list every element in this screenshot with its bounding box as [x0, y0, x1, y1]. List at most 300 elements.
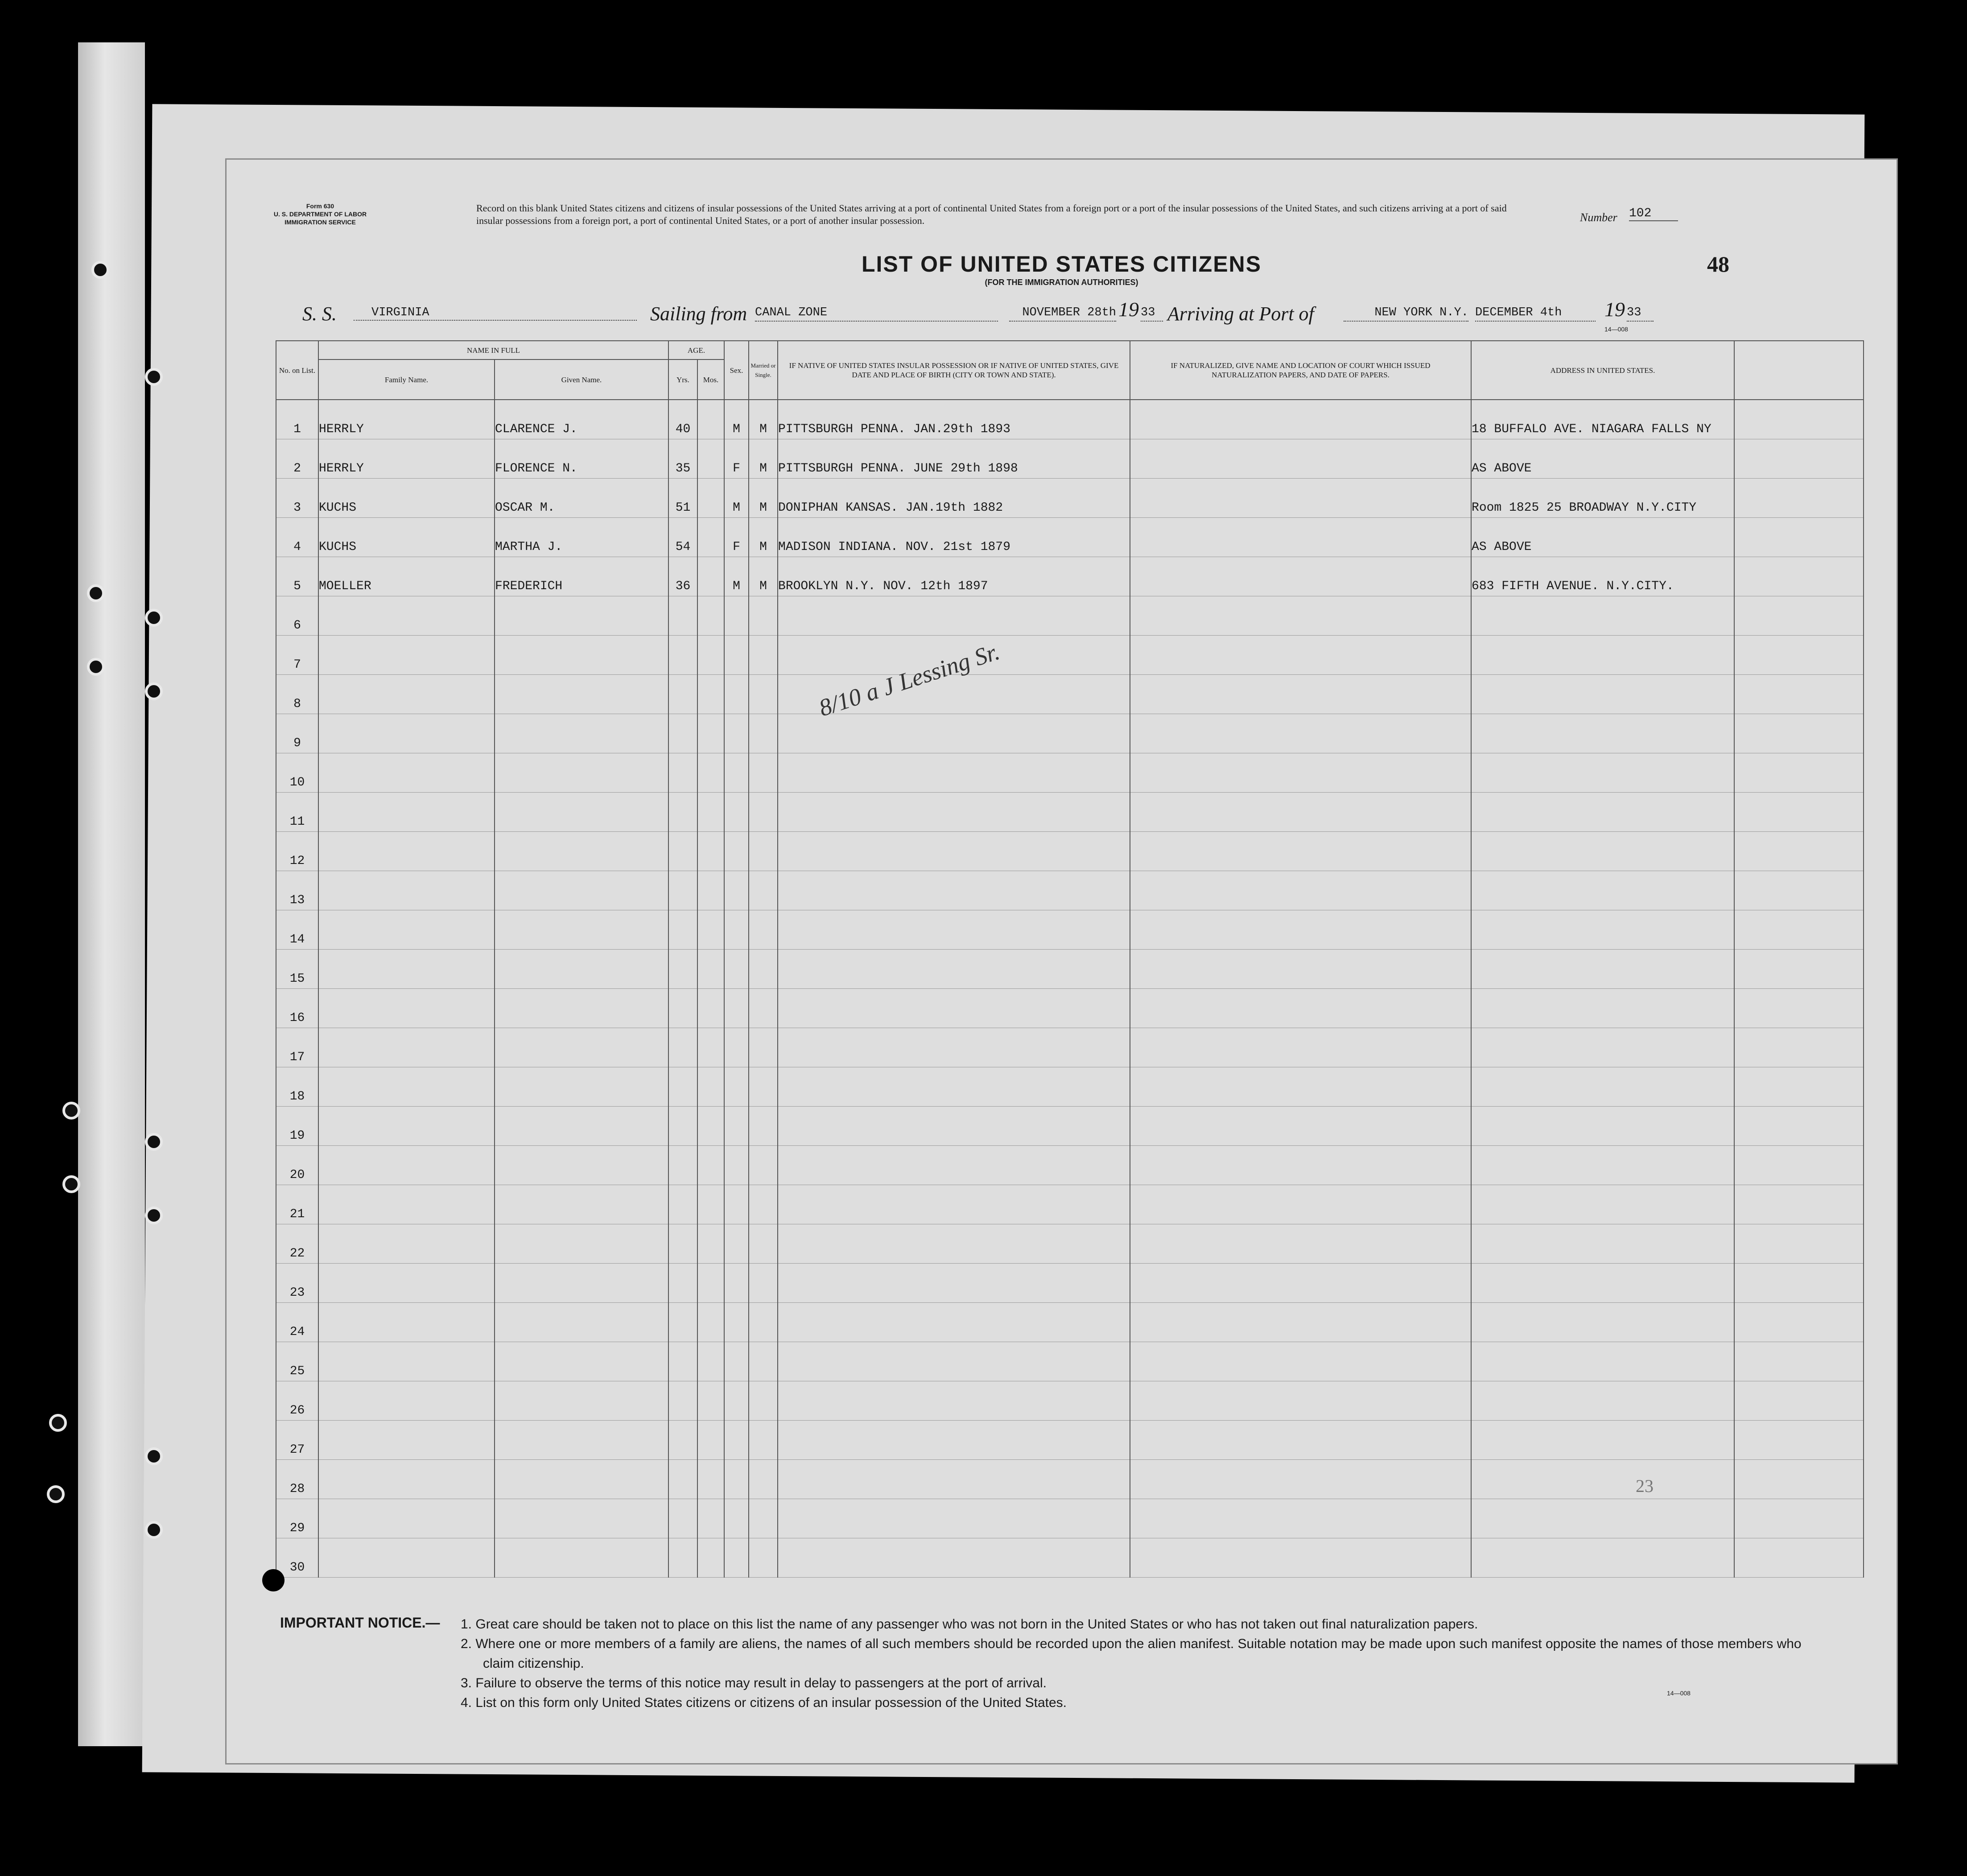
family-name-cell	[318, 1264, 495, 1303]
sex-cell	[724, 675, 749, 714]
row-number-cell: 27	[276, 1421, 318, 1460]
birth-place-date-cell	[778, 1538, 1130, 1578]
marital-status-cell	[749, 989, 778, 1028]
passenger-table	[276, 340, 1864, 1578]
given-name-cell: FLORENCE N.	[495, 439, 668, 479]
sex-cell	[724, 1303, 749, 1342]
marital-status-cell	[749, 1342, 778, 1381]
birth-place-date-cell	[778, 793, 1130, 832]
marital-status-cell	[749, 1303, 778, 1342]
age-months-cell	[697, 557, 724, 596]
given-name-cell: CLARENCE J.	[495, 400, 668, 439]
col-blank	[1734, 341, 1864, 400]
age-months-cell	[697, 596, 724, 636]
given-name-cell	[495, 1303, 668, 1342]
marital-status-cell	[749, 1185, 778, 1224]
age-months-cell	[697, 1342, 724, 1381]
age-months-cell	[697, 950, 724, 989]
naturalization-cell	[1130, 400, 1471, 439]
sex-cell	[724, 1107, 749, 1146]
blank-cell	[1734, 1342, 1864, 1381]
sex-cell	[724, 1538, 749, 1578]
family-name-cell	[318, 1499, 495, 1538]
marital-status-cell: M	[749, 518, 778, 557]
page-subtitle: (FOR THE IMMIGRATION AUTHORITIES)	[985, 278, 1138, 287]
given-name-cell	[495, 1460, 668, 1499]
age-months-cell	[697, 1264, 724, 1303]
naturalization-cell	[1130, 675, 1471, 714]
birth-place-date-cell	[778, 753, 1130, 793]
birth-place-date-cell	[778, 1421, 1130, 1460]
naturalization-cell	[1130, 518, 1471, 557]
punch-hole	[145, 682, 163, 700]
marital-status-cell	[749, 832, 778, 871]
age-months-cell	[697, 1499, 724, 1538]
number-label: Number	[1580, 211, 1617, 224]
given-name-cell	[495, 1538, 668, 1578]
age-months-cell	[697, 1460, 724, 1499]
address-cell	[1471, 832, 1734, 871]
sex-cell	[724, 1028, 749, 1067]
sailing-label: Sailing from	[650, 303, 747, 325]
given-name-cell	[495, 950, 668, 989]
age-months-cell	[697, 1146, 724, 1185]
table-row	[276, 596, 1864, 636]
age-months-cell	[697, 1107, 724, 1146]
table-row	[276, 675, 1864, 714]
age-months-cell	[697, 400, 724, 439]
family-name-cell	[318, 636, 495, 675]
manifest-page	[225, 158, 1898, 1764]
arrival-year-prefix: 19	[1604, 298, 1625, 321]
sailing-from: CANAL ZONE	[755, 305, 998, 322]
row-number-cell: 30	[276, 1538, 318, 1578]
address-cell	[1471, 636, 1734, 675]
address-cell	[1471, 1381, 1734, 1421]
sex-cell	[724, 1421, 749, 1460]
sex-cell: M	[724, 557, 749, 596]
address-cell	[1471, 910, 1734, 950]
naturalization-cell	[1130, 832, 1471, 871]
blank-cell	[1734, 1028, 1864, 1067]
table-row	[276, 1185, 1864, 1224]
marital-status-cell	[749, 1381, 778, 1421]
notice-item: 2. Where one or more members of a family are aliens, the names of all such members should be recorded upon the alien manifest. Suitable notation may be made upon such manifest opposite the names of those members who claim citizenship.	[461, 1636, 1802, 1671]
punch-hole	[87, 584, 105, 602]
blank-cell	[1734, 675, 1864, 714]
age-years-cell	[668, 636, 697, 675]
punch-hole	[145, 368, 163, 386]
sex-cell: M	[724, 479, 749, 518]
address-cell	[1471, 753, 1734, 793]
given-name-cell	[495, 714, 668, 753]
birth-place-date-cell	[778, 989, 1130, 1028]
family-name-cell: HERRLY	[318, 400, 495, 439]
blank-cell	[1734, 439, 1864, 479]
row-number-cell: 4	[276, 518, 318, 557]
sex-cell	[724, 832, 749, 871]
col-sex: Sex.	[724, 341, 749, 400]
given-name-cell	[495, 1028, 668, 1067]
given-name-cell	[495, 596, 668, 636]
service-name: IMMIGRATION SERVICE	[285, 219, 356, 226]
given-name-cell	[495, 989, 668, 1028]
birth-place-date-cell	[778, 1303, 1130, 1342]
age-years-cell	[668, 1224, 697, 1264]
blank-cell	[1734, 1381, 1864, 1421]
family-name-cell: HERRLY	[318, 439, 495, 479]
address-cell	[1471, 1303, 1734, 1342]
family-name-cell	[318, 1381, 495, 1421]
family-name-cell: MOELLER	[318, 557, 495, 596]
marital-status-cell: M	[749, 557, 778, 596]
given-name-cell	[495, 753, 668, 793]
blank-cell	[1734, 1185, 1864, 1224]
given-name-cell: OSCAR M.	[495, 479, 668, 518]
age-years-cell: 51	[668, 479, 697, 518]
naturalization-cell	[1130, 1224, 1471, 1264]
given-name-cell: MARTHA J.	[495, 518, 668, 557]
given-name-cell	[495, 1499, 668, 1538]
marital-status-cell	[749, 596, 778, 636]
birth-place-date-cell: PITTSBURGH PENNA. JUNE 29th 1898	[778, 439, 1130, 479]
age-months-cell	[697, 1303, 724, 1342]
age-months-cell	[697, 439, 724, 479]
age-years-cell	[668, 1146, 697, 1185]
naturalization-cell	[1130, 636, 1471, 675]
age-months-cell	[697, 753, 724, 793]
blank-cell	[1734, 636, 1864, 675]
age-years-cell	[668, 871, 697, 910]
birth-place-date-cell	[778, 1224, 1130, 1264]
sex-cell	[724, 1342, 749, 1381]
birth-place-date-cell	[778, 1499, 1130, 1538]
row-number-cell: 16	[276, 989, 318, 1028]
address-cell	[1471, 871, 1734, 910]
marital-status-cell	[749, 1067, 778, 1107]
blank-cell	[1734, 557, 1864, 596]
given-name-cell	[495, 871, 668, 910]
table-row	[276, 1342, 1864, 1381]
row-number-cell: 11	[276, 793, 318, 832]
family-name-cell	[318, 1224, 495, 1264]
punch-hole	[87, 658, 105, 676]
age-years-cell: 54	[668, 518, 697, 557]
marital-status-cell	[749, 1107, 778, 1146]
number-value: 102	[1629, 207, 1678, 221]
sex-cell	[724, 1381, 749, 1421]
punch-hole	[145, 1207, 163, 1224]
address-cell	[1471, 1146, 1734, 1185]
address-cell	[1471, 1342, 1734, 1381]
col-name-in-full: NAME IN FULL	[318, 341, 668, 359]
family-name-cell	[318, 910, 495, 950]
form-code-bottom: 14—008	[1667, 1690, 1691, 1697]
birth-place-date-cell: DONIPHAN KANSAS. JAN.19th 1882	[778, 479, 1130, 518]
marital-status-cell	[749, 910, 778, 950]
punch-hole	[91, 261, 109, 279]
given-name-cell	[495, 1185, 668, 1224]
family-name-cell	[318, 1107, 495, 1146]
blank-cell	[1734, 950, 1864, 989]
age-years-cell	[668, 1421, 697, 1460]
naturalization-cell	[1130, 439, 1471, 479]
naturalization-cell	[1130, 793, 1471, 832]
row-number-cell: 20	[276, 1146, 318, 1185]
naturalization-cell	[1130, 557, 1471, 596]
table-row	[276, 1499, 1864, 1538]
col-given-name: Given Name.	[495, 359, 668, 400]
age-months-cell	[697, 518, 724, 557]
notice-item: 4. List on this form only United States citizens or citizens of an insular possession of the United States.	[461, 1695, 1067, 1710]
stamp-number: 23	[1636, 1476, 1654, 1496]
sex-cell	[724, 910, 749, 950]
row-number-cell: 18	[276, 1067, 318, 1107]
given-name-cell	[495, 832, 668, 871]
age-months-cell	[697, 675, 724, 714]
age-months-cell	[697, 479, 724, 518]
family-name-cell	[318, 793, 495, 832]
row-number-cell: 23	[276, 1264, 318, 1303]
family-name-cell: KUCHS	[318, 479, 495, 518]
sail-year: 33	[1141, 305, 1163, 322]
sex-cell: F	[724, 518, 749, 557]
address-cell	[1471, 1538, 1734, 1578]
blank-cell	[1734, 479, 1864, 518]
blank-cell	[1734, 518, 1864, 557]
marital-status-cell	[749, 1224, 778, 1264]
age-years-cell	[668, 1185, 697, 1224]
blank-cell	[1734, 596, 1864, 636]
col-address: ADDRESS IN UNITED STATES.	[1471, 341, 1734, 400]
address-cell	[1471, 675, 1734, 714]
age-years-cell	[668, 793, 697, 832]
age-months-cell	[697, 636, 724, 675]
address-cell	[1471, 989, 1734, 1028]
ss-label: S. S.	[302, 303, 337, 325]
blank-cell	[1734, 1146, 1864, 1185]
blank-cell	[1734, 1421, 1864, 1460]
row-number-cell: 12	[276, 832, 318, 871]
row-number-cell: 25	[276, 1342, 318, 1381]
family-name-cell	[318, 1421, 495, 1460]
given-name-cell	[495, 1224, 668, 1264]
table-row	[276, 1460, 1864, 1499]
notice-heading: IMPORTANT NOTICE.—	[280, 1615, 440, 1631]
age-years-cell	[668, 596, 697, 636]
marital-status-cell	[749, 1460, 778, 1499]
row-number-cell: 19	[276, 1107, 318, 1146]
family-name-cell	[318, 753, 495, 793]
col-married: Married or Single.	[749, 341, 778, 400]
table-row	[276, 1224, 1864, 1264]
birth-place-date-cell	[778, 1107, 1130, 1146]
naturalization-cell	[1130, 479, 1471, 518]
table-row	[276, 989, 1864, 1028]
birth-place-date-cell	[778, 596, 1130, 636]
birth-place-date-cell	[778, 910, 1130, 950]
blank-cell	[1734, 832, 1864, 871]
naturalization-cell	[1130, 1499, 1471, 1538]
age-months-cell	[697, 989, 724, 1028]
binder-strip	[78, 42, 145, 1746]
marital-status-cell	[749, 1421, 778, 1460]
blank-cell	[1734, 753, 1864, 793]
birth-place-date-cell	[778, 1067, 1130, 1107]
blank-cell	[1734, 1264, 1864, 1303]
age-months-cell	[697, 1067, 724, 1107]
punch-hole	[262, 1569, 285, 1591]
address-cell	[1471, 1028, 1734, 1067]
address-cell	[1471, 596, 1734, 636]
given-name-cell	[495, 1107, 668, 1146]
age-years-cell	[668, 950, 697, 989]
table-row	[276, 1421, 1864, 1460]
marital-status-cell	[749, 1028, 778, 1067]
punch-hole	[145, 1521, 163, 1539]
table-row	[276, 871, 1864, 910]
row-number-cell: 6	[276, 596, 318, 636]
table-row	[276, 1067, 1864, 1107]
blank-cell	[1734, 1303, 1864, 1342]
family-name-cell	[318, 675, 495, 714]
given-name-cell	[495, 1342, 668, 1381]
age-years-cell	[668, 753, 697, 793]
punch-hole	[145, 1447, 163, 1465]
address-cell	[1471, 1421, 1734, 1460]
age-years-cell	[668, 832, 697, 871]
sex-cell	[724, 793, 749, 832]
table-row	[276, 1028, 1864, 1067]
given-name-cell	[495, 910, 668, 950]
age-months-cell	[697, 871, 724, 910]
arrival-year: 33	[1627, 305, 1654, 322]
family-name-cell	[318, 871, 495, 910]
notice-list	[461, 1615, 1821, 1713]
row-number-cell: 17	[276, 1028, 318, 1067]
punch-hole	[62, 1102, 80, 1120]
address-cell	[1471, 1107, 1734, 1146]
blank-cell	[1734, 1224, 1864, 1264]
naturalization-cell	[1130, 1067, 1471, 1107]
given-name-cell	[495, 1421, 668, 1460]
row-number-cell: 9	[276, 714, 318, 753]
sex-cell: F	[724, 439, 749, 479]
table-row	[276, 439, 1864, 479]
sail-date: NOVEMBER 28th	[1009, 305, 1116, 322]
form-code-top: 14—008	[1604, 326, 1628, 333]
age-months-cell	[697, 1538, 724, 1578]
table-row	[276, 1264, 1864, 1303]
marital-status-cell	[749, 871, 778, 910]
naturalization-cell	[1130, 1185, 1471, 1224]
marital-status-cell: M	[749, 439, 778, 479]
family-name-cell	[318, 1067, 495, 1107]
row-number-cell: 13	[276, 871, 318, 910]
family-name-cell	[318, 1028, 495, 1067]
sex-cell	[724, 1067, 749, 1107]
blank-cell	[1734, 714, 1864, 753]
col-yrs: Yrs.	[668, 359, 697, 400]
naturalization-cell	[1130, 1381, 1471, 1421]
table-row	[276, 1146, 1864, 1185]
age-years-cell: 35	[668, 439, 697, 479]
age-months-cell	[697, 832, 724, 871]
given-name-cell	[495, 793, 668, 832]
row-number-cell: 2	[276, 439, 318, 479]
address-cell	[1471, 950, 1734, 989]
table-row	[276, 950, 1864, 989]
sex-cell	[724, 1224, 749, 1264]
naturalization-cell	[1130, 989, 1471, 1028]
family-name-cell	[318, 1303, 495, 1342]
arriving-label: Arriving at Port of	[1167, 303, 1314, 325]
col-mos: Mos.	[697, 359, 724, 400]
arrival-port: NEW YORK N.Y.	[1344, 305, 1468, 322]
address-cell: 683 FIFTH AVENUE. N.Y.CITY.	[1471, 557, 1734, 596]
naturalization-cell	[1130, 1538, 1471, 1578]
col-family-name: Family Name.	[318, 359, 495, 400]
address-cell: AS ABOVE	[1471, 439, 1734, 479]
address-cell	[1471, 1460, 1734, 1499]
age-years-cell	[668, 1303, 697, 1342]
family-name-cell	[318, 714, 495, 753]
sex-cell	[724, 1499, 749, 1538]
blank-cell	[1734, 1067, 1864, 1107]
col-birth: IF NATIVE OF UNITED STATES INSULAR POSSESSION OR IF NATIVE OF UNITED STATES, GIVE DATE AND PLACE OF BIRTH (CITY OR TOWN AND STATE).	[778, 341, 1130, 400]
age-years-cell: 36	[668, 557, 697, 596]
row-number-cell: 22	[276, 1224, 318, 1264]
age-years-cell	[668, 1107, 697, 1146]
marital-status-cell	[749, 1146, 778, 1185]
address-cell	[1471, 1499, 1734, 1538]
arrival-date: DECEMBER 4th	[1475, 305, 1596, 322]
col-age: AGE.	[668, 341, 724, 359]
table-row	[276, 910, 1864, 950]
page-title: LIST OF UNITED STATES CITIZENS	[861, 252, 1262, 277]
sex-cell	[724, 950, 749, 989]
row-number-cell: 29	[276, 1499, 318, 1538]
age-years-cell	[668, 1381, 697, 1421]
age-months-cell	[697, 714, 724, 753]
birth-place-date-cell	[778, 1146, 1130, 1185]
table-row	[276, 793, 1864, 832]
address-cell: Room 1825 25 BROADWAY N.Y.CITY	[1471, 479, 1734, 518]
table-row	[276, 1303, 1864, 1342]
sail-year-prefix: 19	[1118, 298, 1139, 321]
passenger-rows	[276, 400, 1864, 1578]
page-number: 48	[1707, 252, 1729, 277]
naturalization-cell	[1130, 1421, 1471, 1460]
address-cell	[1471, 714, 1734, 753]
table-row	[276, 753, 1864, 793]
blank-cell	[1734, 989, 1864, 1028]
birth-place-date-cell	[778, 1381, 1130, 1421]
col-naturalized: IF NATURALIZED, GIVE NAME AND LOCATION OF COURT WHICH ISSUED NATURALIZATION PAPERS, AND DATE OF PAPERS.	[1130, 341, 1471, 400]
family-name-cell	[318, 596, 495, 636]
sex-cell: M	[724, 400, 749, 439]
given-name-cell	[495, 636, 668, 675]
age-years-cell	[668, 1538, 697, 1578]
birth-place-date-cell	[778, 1460, 1130, 1499]
family-name-cell	[318, 950, 495, 989]
marital-status-cell: M	[749, 400, 778, 439]
table-row	[276, 518, 1864, 557]
blank-cell	[1734, 871, 1864, 910]
naturalization-cell	[1130, 1342, 1471, 1381]
table-row	[276, 714, 1864, 753]
age-years-cell	[668, 1342, 697, 1381]
